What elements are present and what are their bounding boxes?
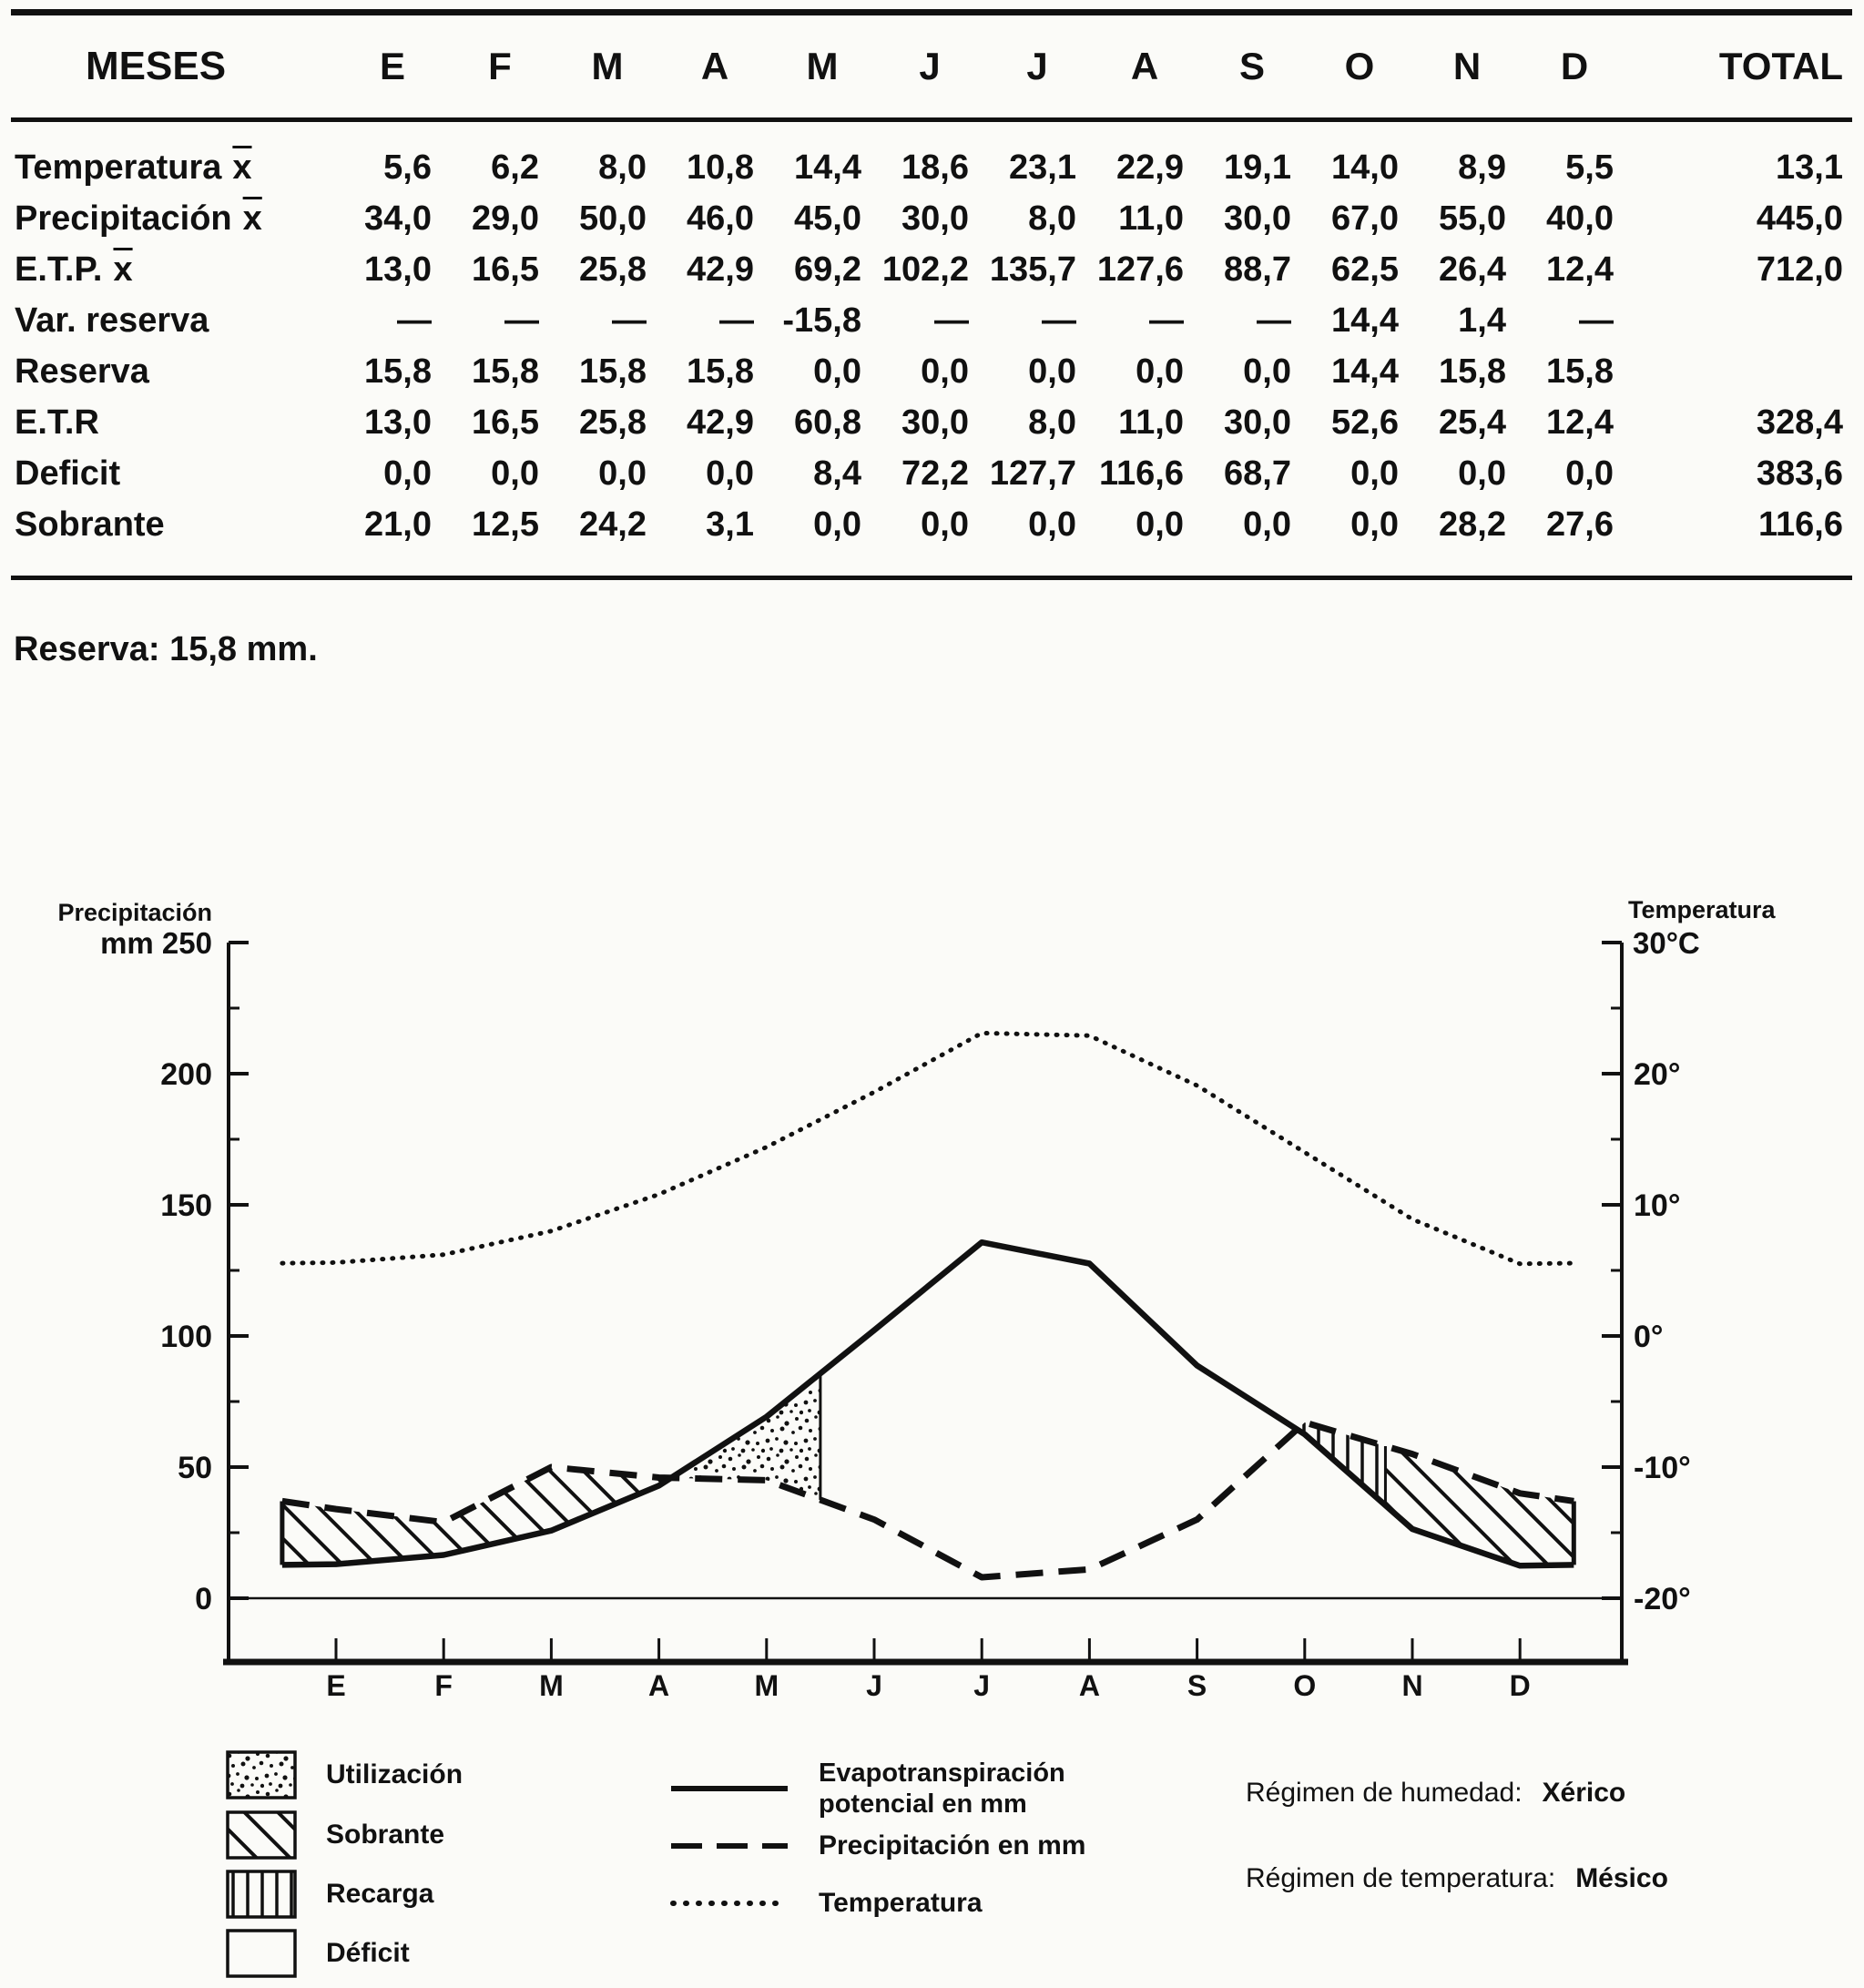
left-tick-label: 150 [160, 1188, 212, 1223]
table-cell-total: 383,6 [1756, 454, 1843, 493]
table-cell: 69,2 [794, 250, 861, 289]
month-label: J [973, 1669, 991, 1702]
table-cell: 18,6 [901, 148, 969, 187]
table-cell: 24,2 [579, 505, 647, 544]
legend-item-etp-line [669, 1758, 1065, 1820]
table-cell: 30,0 [1224, 403, 1291, 442]
reserva-note: Reserva: 15,8 mm. [14, 630, 318, 668]
legend-label: Sobrante [326, 1820, 445, 1850]
table-cell: 13,0 [364, 403, 432, 442]
table-cell: 34,0 [364, 199, 432, 238]
table-cell: 68,7 [1224, 454, 1291, 493]
table-cell: 55,0 [1439, 199, 1506, 238]
legend-item-recarga [226, 1870, 433, 1919]
table-cell: — [1149, 301, 1184, 340]
column-header-month: D [1521, 15, 1628, 120]
table-cell-total: 445,0 [1756, 199, 1843, 238]
table-cell: 62,5 [1331, 250, 1399, 289]
table-cell: 15,8 [1546, 352, 1614, 391]
table-cell: 0,0 [1136, 352, 1184, 391]
regime-value: Mésico [1575, 1863, 1668, 1893]
table-cell-total: 712,0 [1756, 250, 1843, 289]
column-header-total: TOTAL [1628, 15, 1852, 120]
legend-label: Temperatura [819, 1888, 983, 1918]
table-cell: 67,0 [1331, 199, 1399, 238]
table-cell: 6,2 [491, 148, 539, 187]
table-cell: 14,4 [1331, 352, 1399, 391]
month-label: A [648, 1669, 670, 1702]
climate-water-balance-chart [0, 856, 1864, 1730]
table-cell: 0,0 [491, 454, 539, 493]
table-cell: 27,6 [1546, 505, 1614, 544]
table-cell: 0,0 [1028, 352, 1076, 391]
column-header-month: A [1091, 15, 1198, 120]
table-cell: 0,0 [598, 454, 647, 493]
table-cell: 116,6 [1099, 454, 1184, 493]
table-cell: 88,7 [1224, 250, 1291, 289]
table-cell: 8,0 [598, 148, 647, 187]
left-tick-label: 200 [160, 1057, 212, 1092]
month-label: E [326, 1669, 346, 1702]
column-header-month: O [1306, 15, 1413, 120]
table-row [11, 448, 1852, 499]
vertical-hatch-swatch-icon [226, 1870, 297, 1919]
table-cell: 52,6 [1331, 403, 1399, 442]
row-label: Precipitación $\overline{x}$ [15, 199, 262, 238]
sobrante-area [1386, 1446, 1574, 1565]
table-cell: 0,0 [1028, 505, 1076, 544]
column-header-month: E [339, 15, 446, 120]
table-cell: 16,5 [472, 250, 539, 289]
right-tick-label: -20° [1634, 1582, 1691, 1616]
month-label: D [1509, 1669, 1531, 1702]
data-table [11, 15, 1852, 550]
table-cell: 12,4 [1546, 403, 1614, 442]
table-cell: 0,0 [1136, 505, 1184, 544]
table-cell: 5,5 [1565, 148, 1614, 187]
left-tick-label: 50 [178, 1451, 212, 1485]
table-cell: 5,6 [383, 148, 432, 187]
table-cell: 23,1 [1009, 148, 1076, 187]
water-balance-table [11, 9, 1852, 580]
table-cell: 15,8 [1439, 352, 1506, 391]
legend-label: Evapotranspiración potencial en mm [819, 1759, 1065, 1819]
legend-item-precipitation-line [669, 1823, 1085, 1869]
table-cell: — [612, 301, 647, 340]
column-header-month: A [661, 15, 769, 120]
table-cell: — [934, 301, 969, 340]
table-cell: 42,9 [687, 250, 754, 289]
table-cell: 0,0 [1350, 505, 1399, 544]
table-cell: 13,0 [364, 250, 432, 289]
legend-item-sobrante [226, 1810, 444, 1860]
legend-item-temperature-line [669, 1881, 983, 1926]
table-cell: 127,7 [989, 454, 1076, 493]
table-cell: 0,0 [921, 505, 969, 544]
table-cell: 29,0 [472, 199, 539, 238]
legend-label: Recarga [326, 1879, 434, 1909]
table-cell: — [504, 301, 539, 340]
row-label: E.T.P. $\overline{x}$ [15, 250, 133, 289]
legend-label: Déficit [326, 1938, 410, 1968]
row-label: Var. reserva [15, 301, 209, 340]
row-label: Sobrante [15, 505, 165, 544]
table-cell: 0,0 [1458, 454, 1506, 493]
column-header-month: J [876, 15, 983, 120]
empty-swatch-icon [226, 1929, 297, 1978]
right-tick-label: 20° [1634, 1057, 1681, 1092]
column-header-meses: MESES [11, 15, 339, 120]
table-cell: 0,0 [1565, 454, 1614, 493]
legend-label: Precipitación en mm [819, 1830, 1086, 1861]
table-cell: 11,0 [1118, 403, 1184, 442]
temperature-curve [282, 1033, 1574, 1263]
mean-x-bar-symbol: $\overline{x}$ [242, 199, 262, 238]
table-cell: 12,4 [1546, 250, 1614, 289]
table-cell: 21,0 [364, 505, 432, 544]
regime-label: Régimen de temperatura: [1246, 1863, 1556, 1893]
table-row [11, 346, 1852, 397]
table-cell: 14,4 [794, 148, 861, 187]
dotted-line-icon [669, 1881, 789, 1926]
table-cell: 42,9 [687, 403, 754, 442]
table-cell: 15,8 [364, 352, 432, 391]
month-label: F [434, 1669, 453, 1702]
table-cell: 22,9 [1116, 148, 1184, 187]
table-cell: 30,0 [901, 199, 969, 238]
table-cell: 40,0 [1546, 199, 1614, 238]
table-row [11, 295, 1852, 346]
temperature-regime [1246, 1863, 1668, 1894]
table-cell: 12,5 [472, 505, 539, 544]
table-cell: 1,4 [1458, 301, 1506, 340]
solid-line-icon [669, 1766, 789, 1811]
table-cell: 30,0 [1224, 199, 1291, 238]
legend-item-utilizacion [226, 1750, 463, 1799]
table-cell: 14,4 [1331, 301, 1399, 340]
table-cell: 0,0 [921, 352, 969, 391]
regime-value: Xérico [1542, 1778, 1626, 1808]
mean-x-bar-symbol: $\overline{x}$ [113, 250, 133, 289]
table-cell-total: 13,1 [1776, 148, 1843, 187]
legend-item-deficit [226, 1929, 410, 1978]
mean-x-bar-symbol: $\overline{x}$ [232, 148, 252, 187]
left-axis-top-label: mm 250 [100, 926, 212, 960]
table-cell: 127,6 [1096, 250, 1184, 289]
table-cell: -15,8 [782, 301, 861, 340]
table-cell: 50,0 [579, 199, 647, 238]
right-axis-title: Temperatura [1628, 896, 1776, 923]
right-tick-label: -10° [1634, 1451, 1691, 1485]
column-header-month: F [446, 15, 554, 120]
left-tick-label: 0 [195, 1582, 212, 1616]
table-cell: 28,2 [1439, 505, 1506, 544]
table-cell: 0,0 [1243, 352, 1291, 391]
table-cell: 15,8 [579, 352, 647, 391]
diagonal-hatch-swatch-icon [226, 1810, 297, 1860]
table-cell: 25,8 [579, 403, 647, 442]
table-cell: — [719, 301, 754, 340]
table-cell-total: 116,6 [1758, 505, 1843, 544]
table-cell: 0,0 [1350, 454, 1399, 493]
table-row [11, 244, 1852, 295]
row-label: Deficit [15, 454, 121, 493]
table-cell: — [1257, 301, 1291, 340]
column-header-month: M [769, 15, 876, 120]
right-axis-top-label: 30°C [1633, 926, 1700, 960]
left-axis-title: Precipitación [57, 899, 212, 926]
table-row [11, 397, 1852, 448]
row-label: E.T.R [15, 403, 99, 442]
table-cell: 46,0 [687, 199, 754, 238]
month-label: M [754, 1669, 779, 1702]
month-label: M [539, 1669, 564, 1702]
table-cell: — [397, 301, 432, 340]
table-cell: 14,0 [1331, 148, 1399, 187]
column-header-month: M [554, 15, 661, 120]
table-cell: 30,0 [901, 403, 969, 442]
row-label: Temperatura $\overline{x}$ [15, 148, 252, 187]
table-cell: 10,8 [687, 148, 754, 187]
month-label: A [1078, 1669, 1100, 1702]
table-cell: 8,4 [813, 454, 861, 493]
column-header-month: S [1198, 15, 1306, 120]
regime-label: Régimen de humedad: [1246, 1778, 1523, 1808]
table-cell-total: 328,4 [1756, 403, 1843, 442]
table-cell: 0,0 [813, 352, 861, 391]
humidity-regime [1246, 1778, 1625, 1809]
table-cell: 25,4 [1439, 403, 1506, 442]
month-label: S [1187, 1669, 1207, 1702]
dashed-line-icon [669, 1823, 789, 1869]
table-cell-total [1628, 346, 1852, 397]
table-cell: 11,0 [1118, 199, 1184, 238]
table-cell: 8,9 [1458, 148, 1506, 187]
table-cell: 16,5 [472, 403, 539, 442]
table-cell: 19,1 [1224, 148, 1291, 187]
table-cell: 3,1 [706, 505, 754, 544]
left-tick-label: 100 [160, 1320, 212, 1354]
table-cell: — [1042, 301, 1076, 340]
table-cell: 0,0 [1243, 505, 1291, 544]
table-cell: 0,0 [813, 505, 861, 544]
right-tick-label: 10° [1634, 1188, 1681, 1223]
table-cell: 45,0 [794, 199, 861, 238]
table-cell: 0,0 [706, 454, 754, 493]
table-cell: — [1579, 301, 1614, 340]
table-row [11, 120, 1852, 194]
table-cell: 8,0 [1028, 199, 1076, 238]
right-tick-label: 0° [1634, 1320, 1664, 1354]
table-row [11, 499, 1852, 550]
table-cell: 135,7 [989, 250, 1076, 289]
legend-label: Utilización [326, 1759, 463, 1789]
table-cell-total [1628, 295, 1852, 346]
month-label: O [1293, 1669, 1317, 1702]
column-header-month: J [983, 15, 1091, 120]
table-cell: 15,8 [472, 352, 539, 391]
table-cell: 26,4 [1439, 250, 1506, 289]
month-label: J [866, 1669, 882, 1702]
table-cell: 25,8 [579, 250, 647, 289]
table-cell: 15,8 [687, 352, 754, 391]
table-cell: 0,0 [383, 454, 432, 493]
table-cell: 102,2 [881, 250, 969, 289]
stipple-swatch-icon [226, 1750, 297, 1799]
table-row [11, 193, 1852, 244]
column-header-month: N [1413, 15, 1521, 120]
table-cell: 72,2 [901, 454, 969, 493]
row-label: Reserva [15, 352, 149, 391]
table-cell: 8,0 [1028, 403, 1076, 442]
month-label: N [1401, 1669, 1423, 1702]
table-cell: 60,8 [794, 403, 861, 442]
